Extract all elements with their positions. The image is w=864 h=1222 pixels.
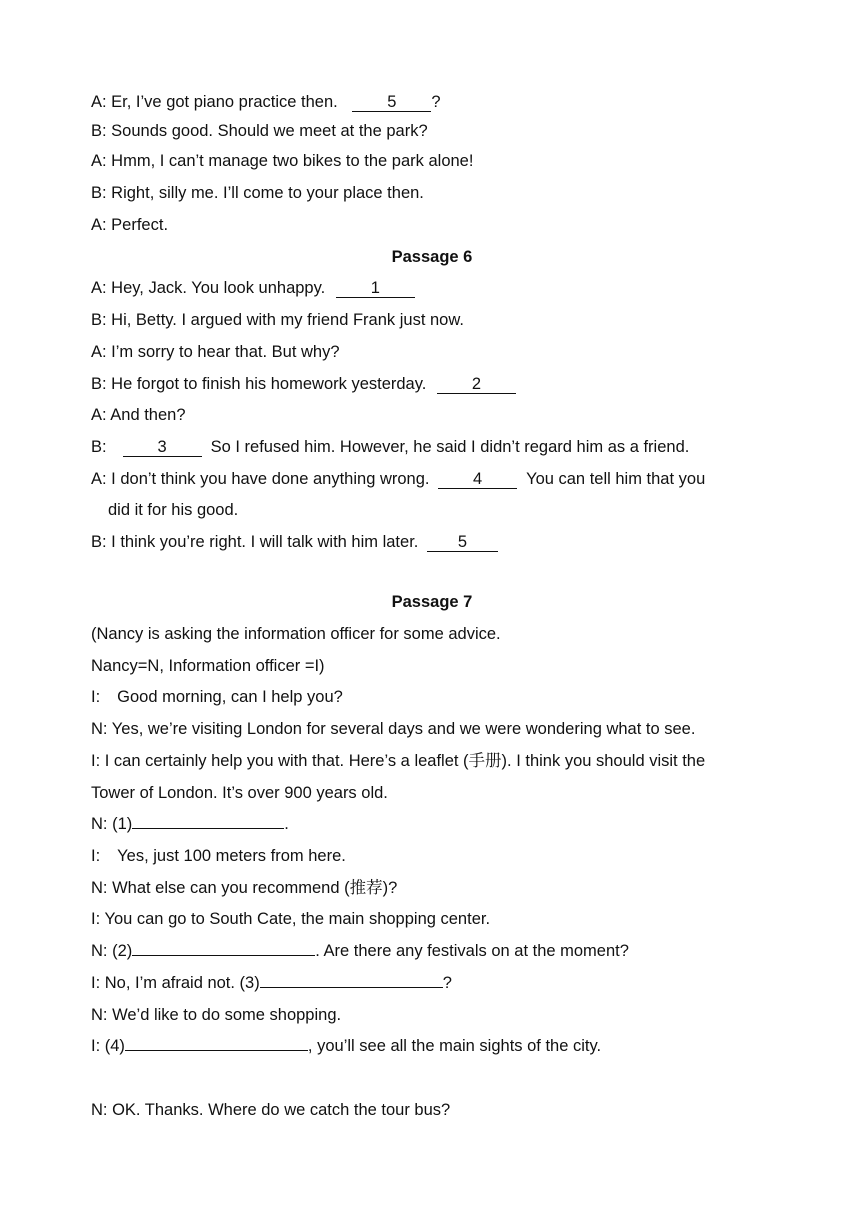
dialogue-text: ? [442, 974, 452, 992]
dialogue-line: N: What else can you recommend (推荐)? [91, 879, 398, 897]
dialogue-line: I: You can go to South Cate, the main shopping center. [91, 910, 491, 928]
dialogue-text: ? [431, 93, 441, 111]
speaker-label: I: [91, 847, 101, 865]
dialogue-text: Good morning, can I help you? [117, 688, 343, 706]
dialogue-line: B: Right, silly me. I’ll come to your place then. [91, 184, 424, 202]
dialogue-line: A: I’m sorry to hear that. But why? [91, 343, 340, 361]
passage-heading: Passage 6 [391, 248, 473, 266]
dialogue-line [91, 469, 705, 489]
dialogue-text: So I refused him. However, he said I didn’t regard him as a friend. [210, 438, 690, 456]
answer-blank: 4 [438, 470, 517, 489]
passage-heading: Passage 7 [391, 593, 473, 611]
dialogue-line: (Nancy is asking the information officer for some advice. [91, 625, 501, 643]
dialogue-line: Tower of London. It’s over 900 years old. [91, 784, 388, 802]
dialogue-line [91, 374, 516, 394]
dialogue-text: Yes, just 100 meters from here. [117, 847, 346, 865]
dialogue-text: , you’ll see all the main sights of the city. [307, 1037, 602, 1055]
dialogue-line [91, 92, 441, 112]
answer-blank: 2 [437, 375, 516, 394]
dialogue-line [91, 687, 343, 707]
answer-blank [125, 1050, 308, 1051]
dialogue-line: N: Yes, we’re visiting London for several days and we were wondering what to see. [91, 720, 696, 738]
dialogue-line: B: Hi, Betty. I argued with my friend Frank just now. [91, 311, 464, 329]
answer-blank: 1 [336, 279, 415, 298]
dialogue-line: I: I can certainly help you with that. Here’s a leaflet (手册). I think you should visit the [91, 752, 706, 770]
dialogue-line [91, 814, 289, 834]
answer-blank [132, 828, 284, 829]
dialogue-line: N: We’d like to do some shopping. [91, 1006, 342, 1024]
dialogue-line: N: OK. Thanks. Where do we catch the tour bus? [91, 1101, 451, 1119]
answer-blank: 3 [123, 438, 202, 457]
dialogue-line: Nancy=N, Information officer =I) [91, 657, 325, 675]
dialogue-line: A: And then? [91, 406, 186, 424]
dialogue-line: A: Hmm, I can’t manage two bikes to the park alone! [91, 152, 474, 170]
dialogue-line [91, 278, 415, 298]
answer-blank: 5 [352, 93, 431, 112]
dialogue-text: A: Er, I’ve got piano practice then. [91, 93, 338, 111]
speaker-label: B: [91, 438, 107, 456]
dialogue-line-continuation: did it for his good. [108, 501, 239, 519]
dialogue-text: N: (2) [91, 942, 133, 960]
dialogue-text: B: I think you’re right. I will talk with him later. [91, 533, 419, 551]
dialogue-line [91, 1036, 601, 1056]
dialogue-line [91, 941, 629, 961]
dialogue-line [91, 973, 452, 993]
dialogue-text: B: He forgot to finish his homework yesterday. [91, 375, 427, 393]
speaker-label: I: [91, 688, 101, 706]
dialogue-line: A: Perfect. [91, 216, 169, 234]
dialogue-line: B: Sounds good. Should we meet at the park? [91, 122, 428, 140]
dialogue-text: N: (1) [91, 815, 133, 833]
dialogue-text: A: I don’t think you have done anything wrong. [91, 470, 430, 488]
dialogue-text: . [284, 815, 289, 833]
dialogue-line [91, 532, 498, 552]
answer-blank: 5 [427, 533, 498, 552]
dialogue-text: I: No, I’m afraid not. (3) [91, 974, 260, 992]
dialogue-text: You can tell him that you [526, 470, 706, 488]
dialogue-line [91, 437, 689, 457]
answer-blank [260, 987, 443, 988]
answer-blank [132, 955, 315, 956]
dialogue-text: A: Hey, Jack. You look unhappy. [91, 279, 326, 297]
dialogue-text: . Are there any festivals on at the moment? [315, 942, 629, 960]
dialogue-text: I: (4) [91, 1037, 125, 1055]
dialogue-line [91, 846, 346, 866]
